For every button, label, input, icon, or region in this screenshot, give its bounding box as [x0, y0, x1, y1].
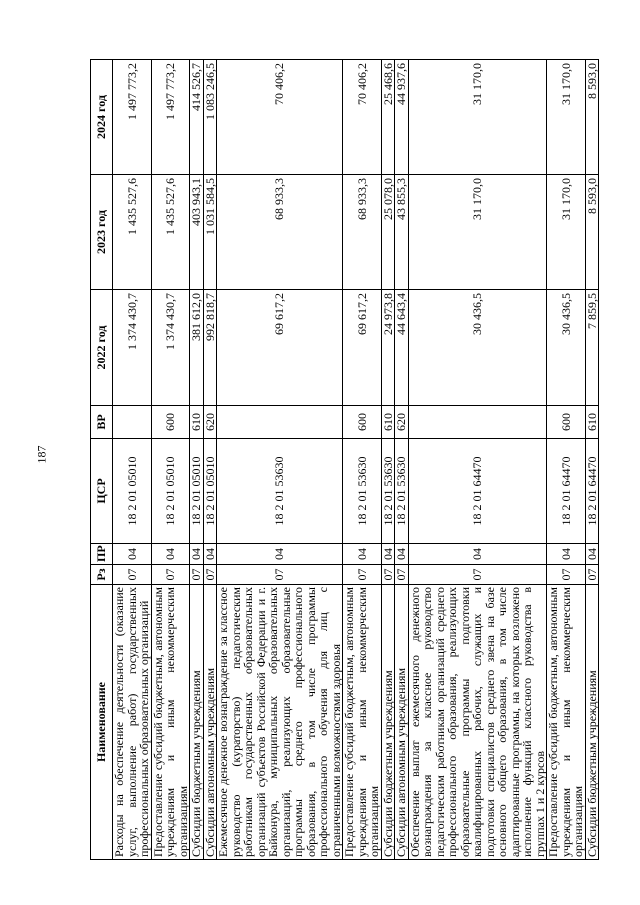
table-row — [190, 60, 204, 860]
row-2022: 69 617,2 — [343, 290, 382, 406]
table-row — [151, 60, 190, 860]
row-2022: 1 374 430,7 — [113, 290, 152, 406]
row-csr: 18 2 01 05010 — [190, 439, 204, 544]
row-name: Субсидии бюджетным учреждениям — [190, 585, 204, 860]
row-csr: 18 2 01 53630 — [381, 439, 395, 544]
row-2022: 44 643,4 — [395, 290, 409, 406]
row-pr: 04 — [343, 544, 382, 565]
row-rz: 07 — [151, 565, 190, 585]
row-2024: 8 593,0 — [585, 60, 599, 175]
table-header-row — [91, 60, 113, 860]
row-csr: 18 2 01 05010 — [113, 439, 152, 544]
header-pr: ПР — [91, 544, 113, 565]
row-vr — [217, 406, 343, 439]
row-name: Обеспечение выплат ежемесячного денежного вознаграждения за классное руководство педагогическим работникам организаций среднего профессионального образования, реализующих образовательные программы подготовки квалифицированных рабочих, служащих и подготовки специалистов среднего звена на базе основного общего образования, в том числе адаптированные программы, на которых возложено исполнение функций классного руководства в группах 1 и 2 курсов — [408, 585, 547, 860]
row-2024: 70 406,2 — [343, 60, 382, 175]
row-2022: 30 436,5 — [547, 290, 586, 406]
row-pr: 04 — [585, 544, 599, 565]
row-name: Предоставление субсидий бюджетным, автономным учреждениям и иным некоммерческим организациям — [547, 585, 586, 860]
row-2022: 992 818,7 — [203, 290, 217, 406]
row-2023: 25 078,0 — [381, 175, 395, 290]
row-2023: 403 943,1 — [190, 175, 204, 290]
row-csr: 18 2 01 53630 — [217, 439, 343, 544]
row-vr — [113, 406, 152, 439]
row-vr: 620 — [203, 406, 217, 439]
row-2022: 1 374 430,7 — [151, 290, 190, 406]
row-rz: 07 — [343, 565, 382, 585]
row-pr: 04 — [395, 544, 409, 565]
row-vr: 600 — [151, 406, 190, 439]
row-name: Расходы на обеспечение деятельности (оказание услуг, выполнение работ) государственных профессиональных образовательных организаций — [113, 585, 152, 860]
row-rz: 07 — [217, 565, 343, 585]
row-2023: 31 170,0 — [408, 175, 547, 290]
row-rz: 07 — [203, 565, 217, 585]
row-name: Субсидии автономным учреждениям — [395, 585, 409, 860]
row-name: Ежемесячное денежное вознаграждение за классное руководство (кураторство) педагогическим работникам государственных образовательных организаций субъектов Российской Федерации и г. Байконура, муниципальных образовательных организаций, реализующих образовательные программы среднего профессионального образования, в том числе программы профессионального обучения для лиц с ограниченными возможностями здоровья — [217, 585, 343, 860]
table-row — [547, 60, 586, 860]
row-2023: 8 593,0 — [585, 175, 599, 290]
row-2022: 381 612,0 — [190, 290, 204, 406]
header-vr: ВР — [91, 406, 113, 439]
row-vr — [408, 406, 547, 439]
row-2024: 31 170,0 — [547, 60, 586, 175]
row-pr: 04 — [217, 544, 343, 565]
header-2023: 2023 год — [91, 175, 113, 290]
row-2024: 1 497 773,2 — [113, 60, 152, 175]
row-csr: 18 2 01 53630 — [343, 439, 382, 544]
row-csr: 18 2 01 64470 — [585, 439, 599, 544]
table-row — [343, 60, 382, 860]
row-2023: 1 435 527,6 — [151, 175, 190, 290]
header-name: Наименование — [91, 585, 113, 860]
row-pr: 04 — [190, 544, 204, 565]
row-csr: 18 2 01 64470 — [408, 439, 547, 544]
header-2024: 2024 год — [91, 60, 113, 175]
row-2024: 414 526,7 — [190, 60, 204, 175]
row-name: Субсидии бюджетным учреждениям — [381, 585, 395, 860]
row-vr: 600 — [343, 406, 382, 439]
row-2024: 1 083 246,5 — [203, 60, 217, 175]
header-rz: Рз — [91, 565, 113, 585]
row-2024: 1 497 773,2 — [151, 60, 190, 175]
row-vr: 620 — [395, 406, 409, 439]
row-name: Предоставление субсидий бюджетным, автономным учреждениям и иным некоммерческим организациям — [151, 585, 190, 860]
row-rz: 07 — [408, 565, 547, 585]
header-csr: ЦСР — [91, 439, 113, 544]
row-2023: 1 031 584,5 — [203, 175, 217, 290]
row-pr: 04 — [113, 544, 152, 565]
table-row — [217, 60, 343, 860]
row-2022: 69 617,2 — [217, 290, 343, 406]
row-2023: 1 435 527,6 — [113, 175, 152, 290]
row-pr: 04 — [408, 544, 547, 565]
row-csr: 18 2 01 64470 — [547, 439, 586, 544]
row-csr: 18 2 01 05010 — [151, 439, 190, 544]
row-vr: 610 — [190, 406, 204, 439]
row-pr: 04 — [381, 544, 395, 565]
row-2022: 30 436,5 — [408, 290, 547, 406]
row-rz: 07 — [547, 565, 586, 585]
row-rz: 07 — [585, 565, 599, 585]
row-rz: 07 — [113, 565, 152, 585]
row-name: Субсидии бюджетным учреждениям — [585, 585, 599, 860]
table-row — [203, 60, 217, 860]
row-vr: 600 — [547, 406, 586, 439]
budget-table — [90, 59, 599, 860]
row-pr: 04 — [151, 544, 190, 565]
table-row — [113, 60, 152, 860]
rotated-page-content — [90, 60, 599, 860]
table-row — [395, 60, 409, 860]
rotated-table-container — [90, 60, 599, 860]
row-2023: 68 933,3 — [343, 175, 382, 290]
row-csr: 18 2 01 05010 — [203, 439, 217, 544]
row-2023: 31 170,0 — [547, 175, 586, 290]
row-2024: 44 937,6 — [395, 60, 409, 175]
row-vr: 610 — [381, 406, 395, 439]
row-vr: 610 — [585, 406, 599, 439]
row-2023: 43 855,3 — [395, 175, 409, 290]
row-csr: 18 2 01 53630 — [395, 439, 409, 544]
page-number: 187 — [34, 445, 49, 464]
row-rz: 07 — [190, 565, 204, 585]
row-pr: 04 — [203, 544, 217, 565]
table-row — [585, 60, 599, 860]
row-2022: 7 859,5 — [585, 290, 599, 406]
row-2024: 31 170,0 — [408, 60, 547, 175]
row-rz: 07 — [381, 565, 395, 585]
table-row — [381, 60, 395, 860]
row-rz: 07 — [395, 565, 409, 585]
row-name: Субсидии автономным учреждениям — [203, 585, 217, 860]
header-2022: 2022 год — [91, 290, 113, 406]
row-pr: 04 — [547, 544, 586, 565]
row-name: Предоставление субсидий бюджетным, автономным учреждениям и иным некоммерческим организациям — [343, 585, 382, 860]
row-2024: 25 468,6 — [381, 60, 395, 175]
row-2023: 68 933,3 — [217, 175, 343, 290]
table-row — [408, 60, 547, 860]
row-2024: 70 406,2 — [217, 60, 343, 175]
row-2022: 24 973,8 — [381, 290, 395, 406]
